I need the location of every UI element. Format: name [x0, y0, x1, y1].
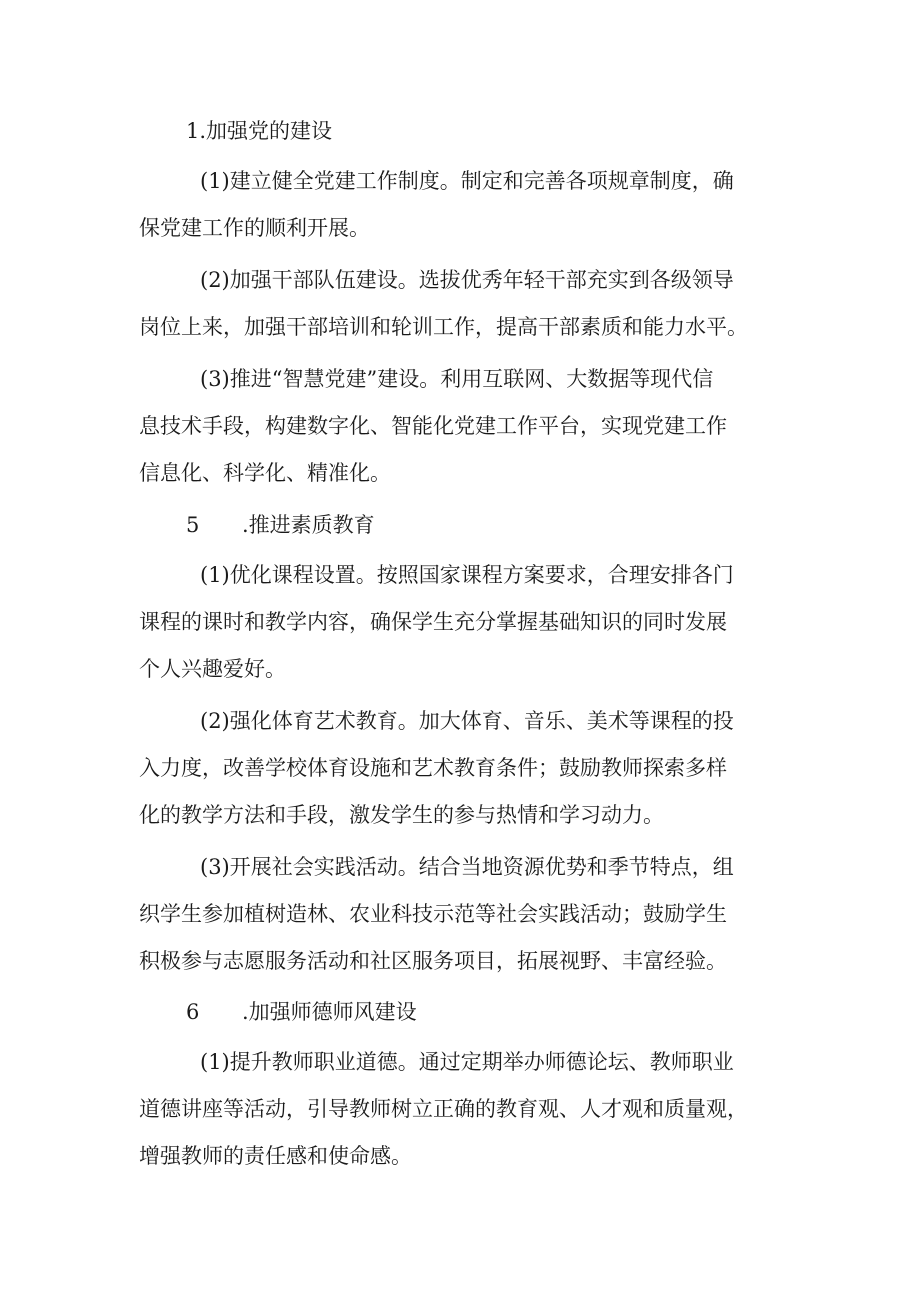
- paragraph-line: 增强教师的责任感和使命感。: [139, 1144, 412, 1168]
- section-title: .推进素质教育: [242, 513, 375, 537]
- section-heading-1: 1.加强党的建设: [186, 119, 333, 143]
- paragraph-line: (1)优化课程设置。按照国家课程方案要求，合理安排各门: [200, 563, 734, 587]
- section-heading-6: [186, 999, 417, 1025]
- paragraph-line: 保党建工作的顺利开展。: [139, 216, 370, 240]
- paragraph-line: 道德讲座等活动，引导教师树立正确的教育观、人才观和质量观，: [139, 1097, 748, 1121]
- section-number: 6: [186, 1000, 200, 1024]
- section-heading-5: [186, 512, 375, 538]
- paragraph-line: (2)强化体育艺术教育。加大体育、音乐、美术等课程的投: [200, 709, 734, 733]
- paragraph-line: (3)推进“智慧党建”建设。利用互联网、大数据等现代信: [200, 367, 714, 391]
- paragraph-line: 个人兴趣爱好。: [139, 657, 286, 681]
- paragraph-line: 信息化、科学化、精准化。: [139, 461, 391, 485]
- paragraph-line: 息技术手段，构建数字化、智能化党建工作平台，实现党建工作: [139, 414, 727, 438]
- paragraph-line: 积极参与志愿服务活动和社区服务项目，拓展视野、丰富经验。: [139, 949, 727, 973]
- paragraph-line: (1)建立健全党建工作制度。制定和完善各项规章制度，确: [200, 169, 734, 193]
- paragraph-line: (3)开展社会实践活动。结合当地资源优势和季节特点，组: [200, 855, 734, 879]
- paragraph-line: 岗位上来，加强干部培训和轮训工作，提高干部素质和能力水平。: [139, 315, 748, 339]
- section-number: 5: [186, 513, 200, 537]
- paragraph-line: (1)提升教师职业道德。通过定期举办师德论坛、教师职业: [200, 1050, 734, 1074]
- paragraph-line: 化的教学方法和手段，激发学生的参与热情和学习动力。: [139, 803, 664, 827]
- paragraph-line: 课程的课时和教学内容，确保学生充分掌握基础知识的同时发展: [139, 610, 727, 634]
- section-title: .加强师德师风建设: [242, 1000, 417, 1024]
- paragraph-line: 入力度，改善学校体育设施和艺术教育条件；鼓励教师探索多样: [139, 756, 727, 780]
- paragraph-line: (2)加强干部队伍建设。选拔优秀年轻干部充实到各级领导: [200, 268, 734, 292]
- paragraph-line: 织学生参加植树造林、农业科技示范等社会实践活动；鼓励学生: [139, 902, 727, 926]
